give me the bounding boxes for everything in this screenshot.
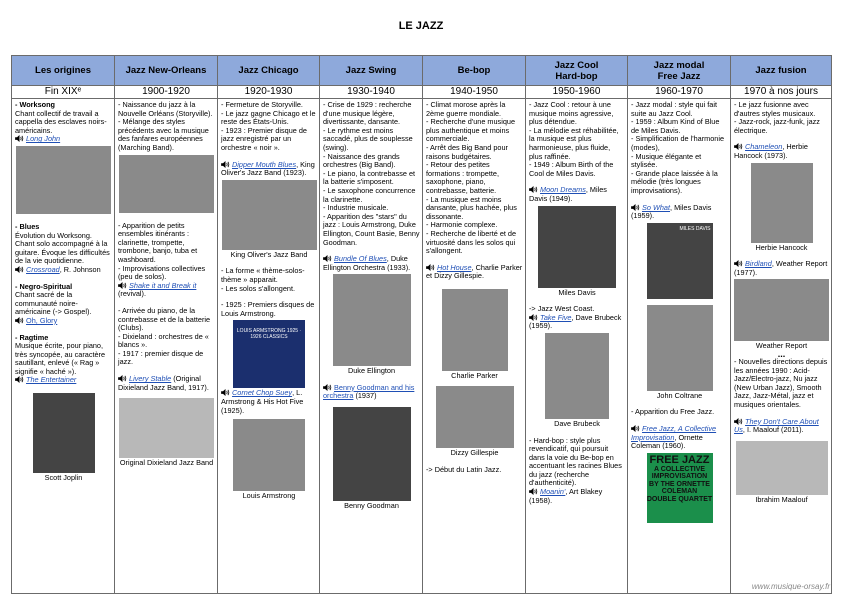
odjb-caption: Original Dixieland Jazz Band: [119, 458, 214, 468]
audio-link-free-jazz[interactable]: Free Jazz, A Collective Improvisation: [631, 423, 717, 442]
speaker-icon: [118, 375, 127, 382]
audio-link-hot-house[interactable]: Hot House: [437, 262, 472, 272]
ch-text-5: - Les solos s'allongent.: [221, 283, 295, 293]
date-cool: 1950-1960: [526, 86, 628, 99]
scott-joplin-caption: Scott Joplin: [44, 473, 83, 483]
armstrong-album-cover: [233, 320, 305, 388]
worksong-title: - Worksong: [15, 100, 55, 109]
col-origines: [12, 99, 114, 593]
herbie-hancock-caption: Herbie Hancock: [755, 242, 808, 252]
fu-text-3: - Nouvelles directions depuis les années 1990 : Acid-Jazz/Electro-jazz, Nu jazz (New Urban Jazz), Smooth Jazz, Jazz-Métal, jazz et musiques orientales.: [734, 356, 828, 409]
audio-link-entertainer[interactable]: The Entertainer: [26, 375, 77, 385]
speaker-icon: [15, 266, 24, 273]
benny-goodman-caption: Benny Goodman: [344, 501, 399, 511]
weather-report-caption: Weather Report: [755, 341, 808, 351]
armstrong-cover-text: LOUIS ARMSTRONG 1925 · 1926 CLASSICS: [236, 328, 302, 341]
marching-band-photo: [119, 155, 214, 213]
ibrahim-maalouf-photo: [736, 441, 828, 495]
speaker-icon: [221, 161, 230, 168]
md-text-2: - 1959 : Album Kind of Blue de Miles Davis.: [631, 117, 720, 135]
fu-link2-after: , Weather Report (1977).: [734, 259, 828, 277]
col-header-origines: Les origines: [12, 56, 115, 86]
jazz-timeline-table: [11, 55, 832, 594]
cl-text-1: - Jazz Cool : retour à une musique moins agressive, plus détendue.: [529, 100, 614, 127]
no-text-2: - Mélange des styles précédents avec la musique des fanfares européennes (Marching Band).: [118, 117, 209, 152]
bb-text-3: - Arrêt des Big Band pour raisons budgétaires.: [426, 142, 508, 161]
no-text-4: - Improvisations collectives (peu de solos).: [118, 263, 206, 282]
col-new-orleans: [115, 99, 217, 593]
bb-text-1: - Climat morose après la 2ème guerre mondiale.: [426, 100, 506, 118]
negro-spiritual-text: Chant sacré de la communauté noire-américaine (-> Gospel).: [15, 290, 92, 317]
ch-link1-after: , King Oliver's Jazz Band (1923).: [221, 159, 315, 178]
ch-link2-after: , L. Armstrong & His Hot Five (1925).: [221, 388, 304, 415]
audio-link-shake-it[interactable]: Shake it and Break it: [129, 280, 197, 290]
col-header-fusion: Jazz fusion: [731, 56, 832, 86]
col-chicago: [218, 99, 319, 593]
cl-text-3: - 1949 : Album Birth of the Cool de Miles Davis.: [529, 160, 614, 178]
ch-text-4: - La forme « thème-solos-thème » apparait.: [221, 266, 305, 284]
col-modal: [628, 99, 730, 593]
no-text-5: - Arrivée du piano, de la contrebasse et de la batterie (Clubs).: [118, 305, 211, 333]
col-header-new-orleans: Jazz New-Orleans: [115, 56, 218, 86]
col-header-modal: Jazz modal Free Jazz: [628, 56, 731, 86]
bb-text-8: -> Début du Latin Jazz.: [426, 465, 502, 475]
cl-link1-after: , Miles Davis (1949).: [529, 185, 607, 203]
audio-link-they-dont-care[interactable]: They Don't Care About Us: [734, 416, 819, 435]
page-title: LE JAZZ: [398, 20, 444, 32]
sw-text-2: - Le rythme est moins saccadé, plus de souplesse (swing).: [323, 125, 413, 152]
fu-text-2: - Jazz-rock, jazz-funk, jazz électrique.: [734, 117, 820, 135]
audio-link-long-john[interactable]: Long John: [26, 134, 61, 144]
audio-link-livery-stable[interactable]: Livery Stable: [129, 374, 172, 384]
worksong-photo: [16, 146, 111, 214]
miles-davis-photo: [538, 206, 616, 288]
negro-spiritual-title: - Negro-Spiritual: [15, 281, 73, 291]
bb-link1-after: , Charlie Parker et Dizzy Gillespie.: [426, 262, 523, 281]
audio-link-moanin[interactable]: Moanin': [540, 487, 566, 497]
date-fusion: 1970 à nos jours: [731, 86, 832, 99]
cl-text-2: - La mélodie est réhabilitée, la musique est plus harmonieuse, plus fluide, plus raffinée.: [529, 125, 619, 161]
sw-text-4: - Le piano, la contrebasse et la batterie s'imposent.: [323, 168, 416, 187]
md-text-3: - Simplification de l'harmonie (modes),: [631, 134, 725, 152]
col-cool: [526, 99, 627, 593]
john-coltrane-photo: [647, 305, 713, 391]
md-text-5: - Grande place laissée à la mélodie (très longues improvisations).: [631, 168, 718, 195]
speaker-icon: [631, 204, 640, 211]
speaker-icon: [734, 143, 743, 150]
king-oliver-photo: [222, 180, 317, 250]
md-text-4: - Musique élégante et stylisée.: [631, 151, 702, 170]
ibrahim-maalouf-caption: Ibrahim Maalouf: [755, 494, 808, 504]
audio-link-chameleon[interactable]: Chameleon: [745, 142, 783, 152]
speaker-icon: [529, 314, 538, 321]
date-modal: 1960-1970: [628, 86, 731, 99]
blues-title: - Blues: [15, 221, 40, 231]
herbie-hancock-photo: [751, 163, 813, 243]
speaker-icon: [118, 282, 127, 289]
sw-text-7: - Apparition des "stars" du jazz : Louis Armstrong, Duke Ellington, Count Basie, Benny Goodman.: [323, 211, 420, 247]
cl-text-4: -> Jazz West Coast.: [529, 304, 595, 314]
site-watermark: www.musique-orsay.fr: [751, 582, 830, 591]
speaker-icon: [529, 186, 538, 193]
ch-text-6: - 1925 : Premiers disques de Louis Armstrong.: [221, 300, 315, 318]
audio-link-cornet-chop-suey[interactable]: Cornet Chop Suey: [232, 388, 293, 398]
ch-text-2: - Le jazz gagne Chicago et le reste des États-Unis.: [221, 108, 316, 127]
content-row: [12, 99, 832, 594]
king-oliver-caption: King Oliver's Jazz Band: [230, 249, 308, 259]
bb-text-6: - Harmonie complexe.: [426, 220, 498, 230]
date-origines: Fin XIXᵉ: [12, 86, 115, 99]
sw-link1-after: , Duke Ellington Orchestra (1933).: [323, 254, 411, 272]
sw-text-5: - Le saxophone concurrence la clarinette.: [323, 185, 416, 204]
dates-row: [12, 86, 832, 99]
ragtime-text: Musique écrite, pour piano, très syncopée, au caractère sautillant, enlevé (« Rag » signifie « haché »).: [15, 341, 106, 376]
audio-link-benny-goodman[interactable]: Benny Goodman and his orchestra: [323, 382, 415, 401]
no-text-6: - Dixieland : orchestres de « blancs ».: [118, 331, 209, 350]
speaker-icon: [529, 488, 538, 495]
no-text-3: - Apparition de petits ensembles itinérants : clarinette, trompette, trombone, banjo, tuba et washboard.: [118, 220, 198, 264]
col-fusion: [731, 99, 831, 593]
free-jazz-cover-title: FREE JAZZ: [649, 453, 710, 466]
free-jazz-cover: [647, 453, 713, 523]
md-link1-after: , Miles Davis (1959).: [631, 202, 712, 221]
benny-goodman-photo: [333, 407, 411, 501]
dizzy-gillespie-photo: [436, 386, 514, 448]
col-bebop: [423, 99, 525, 593]
bb-text-7: - Recherche de liberté et de virtuosité dans les solos qui s'allongent.: [426, 228, 517, 256]
date-swing: 1930-1940: [320, 86, 423, 99]
audio-link-so-what[interactable]: So What: [642, 202, 671, 212]
audio-link-take-five[interactable]: Take Five: [540, 312, 572, 322]
audio-link-oh-glory[interactable]: Oh, Glory: [26, 315, 58, 325]
speaker-icon: [15, 376, 24, 383]
audio-link-crossroad[interactable]: Crossroad: [26, 264, 60, 274]
speaker-icon: [15, 135, 24, 142]
speaker-icon: [426, 264, 435, 271]
speaker-icon: [631, 425, 640, 432]
duke-ellington-photo: [333, 274, 411, 366]
ragtime-title: - Ragtime: [15, 332, 49, 342]
speaker-icon: [734, 418, 743, 425]
bb-text-2: - Recherche d'une musique plus authentique et moins commerciale.: [426, 117, 516, 144]
scott-joplin-photo: [33, 393, 95, 473]
col-header-bebop: Be-bop: [423, 56, 526, 86]
header-row: [12, 56, 832, 86]
no-link1-after: (revival).: [118, 289, 146, 299]
audio-link-dipper-mouth[interactable]: Dipper Mouth Blues: [232, 159, 297, 169]
fu-link3-after: , I. Maalouf (2011).: [742, 425, 804, 435]
john-coltrane-caption: John Coltrane: [656, 390, 703, 400]
cl-link3-after: , Art Blakey (1958).: [529, 487, 603, 505]
ch-text-1: - Fermeture de Storyville.: [221, 100, 303, 109]
sw-text-6: - Industrie musicale.: [323, 203, 389, 213]
ellipsis: ...: [777, 348, 786, 359]
louis-armstrong-photo: [233, 419, 305, 491]
audio-link-moon-dreams[interactable]: Moon Dreams: [540, 185, 586, 195]
blues-artist: , R. Johnson: [59, 264, 101, 274]
speaker-icon: [15, 317, 24, 324]
sw-link2-after: (1937): [353, 391, 377, 401]
dave-brubeck-caption: Dave Brubeck: [554, 418, 600, 428]
col-swing: [320, 99, 422, 593]
no-text-7: - 1917 : premier disque de jazz.: [118, 348, 204, 367]
audio-link-birdland[interactable]: Birdland: [745, 259, 772, 269]
md-link2-after: , Ornette Coleman (1960).: [631, 432, 703, 451]
fu-text-1: - Le jazz fusionne avec d'autres styles musicaux.: [734, 100, 816, 118]
kind-of-blue-cover: [647, 223, 713, 299]
md-text-1: - Jazz modal : style qui fait suite au Jazz Cool.: [631, 100, 717, 118]
blues-text: Évolution du Worksong. Chant solo accompagné à la guitare. Évoque les difficultés de la vie quotidienne.: [15, 230, 110, 266]
md-text-6: - Apparition du Free Jazz.: [631, 407, 715, 417]
free-jazz-cover-subtitle: A COLLECTIVE IMPROVISATION BY THE ORNETTE COLEMAN DOUBLE QUARTET: [646, 465, 713, 503]
no-link2-after: (Original Dixieland Jazz Band, 1917).: [118, 374, 209, 392]
speaker-icon: [734, 260, 743, 267]
col-header-chicago: Jazz Chicago: [218, 56, 320, 86]
duke-ellington-caption: Duke Ellington: [347, 366, 396, 376]
audio-link-bundle-of-blues[interactable]: Bundle Of Blues: [334, 254, 387, 264]
bb-text-5: - La musique est moins dansante, plus hachée, plus dissonante.: [426, 194, 517, 221]
worksong-text: Chant collectif de travail a cappella des esclaves noirs-américains.: [15, 108, 107, 135]
cl-text-5: - Hard-bop : style plus revendicatif, qui poursuit dans la voie du Be-bop en accentuant les racines Blues du jazz (recherche d'authenticité).: [529, 435, 622, 488]
speaker-icon: [221, 389, 230, 396]
louis-armstrong-caption: Louis Armstrong: [242, 491, 296, 501]
bb-text-4: - Retour des petites formations : trompette, saxophone, piano, contrebasse, batterie.: [426, 160, 499, 195]
date-bebop: 1940-1950: [423, 86, 526, 99]
weather-report-photo: [734, 279, 829, 341]
speaker-icon: [323, 384, 332, 391]
miles-davis-caption: Miles Davis: [558, 287, 596, 297]
dizzy-gillespie-caption: Dizzy Gillespie: [450, 448, 499, 458]
charlie-parker-caption: Charlie Parker: [451, 370, 498, 380]
date-new-orleans: 1900-1920: [115, 86, 218, 99]
col-header-cool: Jazz Cool Hard-bop: [526, 56, 628, 86]
kind-of-blue-cover-text: MILES DAVIS: [679, 225, 711, 232]
odjb-photo: [119, 398, 214, 458]
date-chicago: 1920-1930: [218, 86, 320, 99]
dave-brubeck-photo: [545, 333, 609, 419]
no-text-1: - Naissance du jazz à la Nouvelle Orléans (Storyville).: [118, 100, 213, 118]
sw-text-1: - Crise de 1929 : recherche d'une musique légère, divertissante, dansante.: [323, 100, 412, 127]
sw-text-3: - Naissance des grands orchestres (Big Band).: [323, 151, 400, 170]
ch-text-3: - 1923 : Premier disque de jazz enregistré par un orchestre « noir ».: [221, 125, 307, 152]
fu-link1-after: , Herbie Hancock (1973).: [734, 142, 808, 160]
speaker-icon: [323, 255, 332, 262]
col-header-swing: Jazz Swing: [320, 56, 423, 86]
charlie-parker-photo: [442, 289, 508, 371]
cl-link2-after: , Dave Brubeck (1959).: [529, 312, 622, 331]
